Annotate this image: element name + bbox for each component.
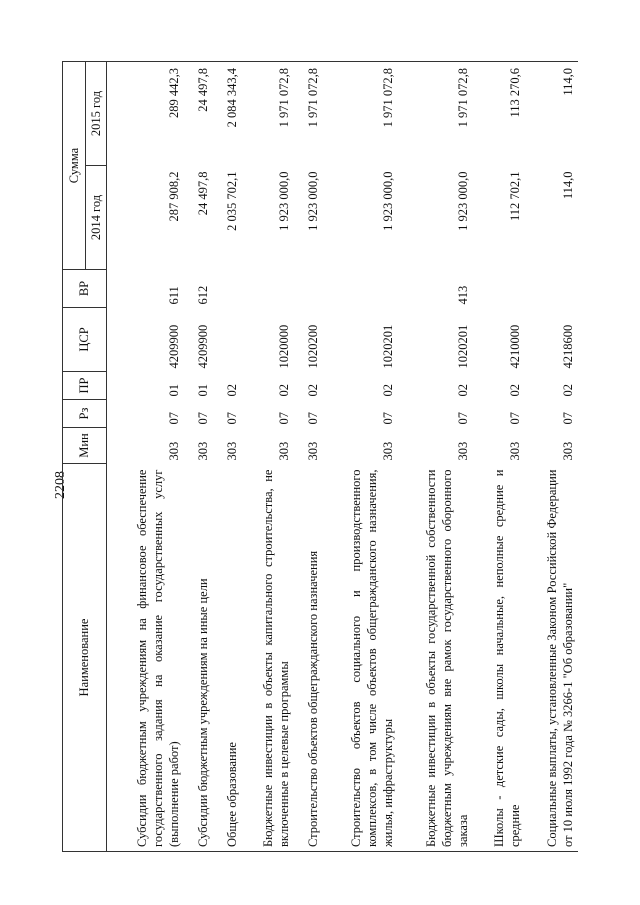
row-min: 303 (381, 441, 395, 461)
row-rz: 07 (456, 412, 471, 425)
table-row (471, 62, 523, 852)
row-name: Субсидии бюджетным учреждениям на финансовое обеспечение государственного задания на оказание государственных услуг (выполнение работ) (107, 464, 183, 852)
table-row (182, 62, 211, 852)
row-pr: 02 (381, 384, 395, 397)
row-pr: 02 (508, 384, 523, 397)
table-body (107, 62, 579, 852)
row-csr (211, 308, 240, 372)
row-amount-2014: 287 908,2 (167, 171, 182, 222)
row-min: 303 (456, 441, 471, 461)
row-vr (211, 270, 240, 308)
row-amount-2014: 1 923 000,0 (381, 171, 395, 231)
table-row (107, 62, 183, 852)
row-rz: 07 (305, 412, 320, 425)
row-pr: 02 (456, 384, 471, 397)
table-row (523, 62, 578, 852)
row-vr: 611 (167, 286, 182, 305)
row-vr (321, 270, 396, 308)
row-csr: 4218600 (561, 324, 575, 369)
row-pr: 01 (196, 384, 211, 397)
row-vr (471, 270, 523, 308)
row-csr: 1020200 (305, 324, 320, 369)
budget-table (62, 61, 578, 852)
row-amount-2015: 1 971 072,8 (321, 62, 396, 166)
row-amount-2015: 289 442,3 (107, 62, 183, 166)
row-rz: 07 (225, 412, 240, 425)
row-pr: 02 (561, 384, 575, 397)
row-rz: 07 (196, 412, 211, 425)
row-vr (240, 270, 292, 308)
header-min: Мин (63, 428, 107, 464)
row-min: 303 (167, 441, 182, 461)
row-name: Субсидии бюджетным учреждениям на иные цели (182, 464, 211, 852)
header-csr: ЦСР (63, 308, 107, 372)
row-amount-2015: 114,0 (523, 62, 578, 166)
row-csr: 4209900 (196, 324, 211, 369)
table-row (240, 62, 292, 852)
row-csr: 4210000 (508, 324, 523, 369)
row-min: 303 (277, 441, 292, 461)
row-name: Бюджетные инвестиции в объекты государственной собственности бюджетным учреждениям вне рамок государственного оборонного заказа (396, 464, 471, 852)
row-name: Строительство объектов социального и производственного комплексов, в том числе объектов общегражданского назначения, жилья, инфраструктуры (321, 464, 396, 852)
row-csr: 4209900 (167, 324, 182, 369)
row-name: Бюджетные инвестиции в объекты капитального строительства, не включенные в целевые программы (240, 464, 292, 852)
row-name: Школы - детские сады, школы начальные, неполные средние и средние (471, 464, 523, 852)
row-rz: 07 (561, 412, 575, 425)
row-min: 303 (196, 441, 211, 461)
row-name: Строительство объектов общегражданского назначения (292, 464, 321, 852)
row-amount-2014: 1 923 000,0 (305, 171, 320, 231)
row-rz: 07 (508, 412, 523, 425)
row-amount-2015: 2 084 343,4 (211, 62, 240, 166)
header-pr: ПР (63, 372, 107, 400)
header-year-2015: 2015 год (86, 62, 107, 166)
row-rz: 07 (277, 412, 292, 425)
row-csr: 1020201 (381, 324, 395, 369)
row-vr (523, 270, 578, 308)
header-year-2014: 2014 год (86, 166, 107, 270)
table-row (321, 62, 396, 852)
row-amount-2014: 24 497,8 (196, 171, 211, 216)
row-amount-2014: 2 035 702,1 (225, 171, 240, 231)
row-rz: 07 (167, 412, 182, 425)
row-amount-2014: 114,0 (561, 171, 575, 200)
row-vr (292, 270, 321, 308)
header-rz: Рз (63, 400, 107, 428)
row-pr: 02 (225, 384, 240, 397)
row-name: Социальные выплаты, установленные Законом Российской Федерации от 10 июля 1992 года № 3266-1 "Об образовании" (523, 464, 578, 852)
row-amount-2014: 1 923 000,0 (277, 171, 292, 231)
row-amount-2015: 1 971 072,8 (396, 62, 471, 166)
row-vr: 413 (456, 285, 471, 305)
header-sum: Сумма (63, 62, 86, 270)
row-csr: 1020000 (277, 324, 292, 369)
row-pr: 01 (167, 384, 182, 397)
header-vr: ВР (63, 270, 107, 308)
row-min: 303 (508, 441, 523, 461)
row-pr: 02 (277, 384, 292, 397)
row-vr: 612 (196, 285, 211, 305)
table-row (292, 62, 321, 852)
row-amount-2015: 1 971 072,8 (240, 62, 292, 166)
row-amount-2015: 113 270,6 (471, 62, 523, 166)
row-min: 303 (561, 441, 575, 461)
row-amount-2015: 1 971 072,8 (292, 62, 321, 166)
row-amount-2014: 1 923 000,0 (456, 171, 471, 231)
row-name: Общее образование (211, 464, 240, 852)
row-amount-2015: 24 497,8 (182, 62, 211, 166)
table-row (396, 62, 471, 852)
page-number: 2208 (53, 471, 68, 499)
table-row (211, 62, 240, 852)
row-pr: 02 (305, 384, 320, 397)
row-csr: 1020201 (456, 324, 471, 369)
row-min: 303 (305, 441, 320, 461)
row-amount-2014: 112 702,1 (508, 171, 523, 222)
header-name: Наименование (63, 464, 107, 852)
table-header (63, 62, 107, 852)
row-rz: 07 (381, 412, 395, 425)
row-min: 303 (225, 441, 240, 461)
